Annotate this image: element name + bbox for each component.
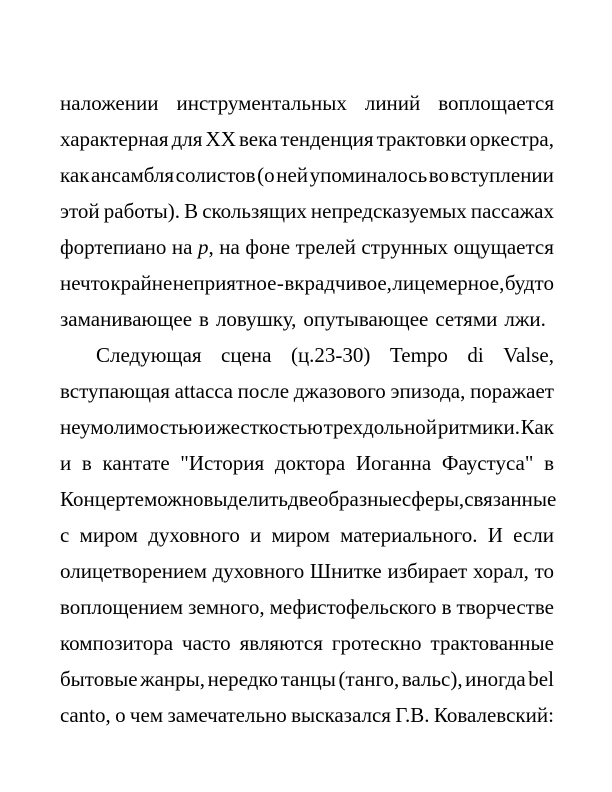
word: di xyxy=(467,343,484,367)
word: вкрадчивое, xyxy=(284,271,392,295)
word: трактованные xyxy=(430,631,554,655)
word: струнных xyxy=(361,235,448,259)
word: "История xyxy=(180,451,265,475)
word: лжи. xyxy=(504,307,546,331)
word: в xyxy=(81,451,92,475)
word: избирает xyxy=(387,559,468,583)
text-line xyxy=(60,126,554,152)
word: непредсказуемых xyxy=(310,199,467,223)
word: трактовки xyxy=(376,127,467,151)
word: кантате xyxy=(102,451,170,475)
word: образные xyxy=(317,487,402,511)
word: сетями xyxy=(435,307,498,331)
word: p, xyxy=(198,235,214,259)
word: высказался xyxy=(291,703,391,727)
word: композитора xyxy=(60,631,174,655)
word: характерная xyxy=(60,127,169,151)
word: как xyxy=(60,163,90,187)
word: Как xyxy=(520,415,554,439)
word: джазового xyxy=(293,379,386,403)
word: фоне xyxy=(245,235,291,259)
word: ней xyxy=(276,163,309,187)
word: Г.В. xyxy=(395,703,430,727)
word: выделить xyxy=(203,487,289,511)
word: наложении xyxy=(60,91,159,115)
word: фортепиано xyxy=(60,235,167,259)
word: В xyxy=(184,199,199,223)
word: мефистофельского xyxy=(269,595,437,619)
word: духовного xyxy=(212,559,305,583)
word: трехдольной xyxy=(323,415,438,439)
word: ансамбля xyxy=(91,163,175,187)
word: можно xyxy=(143,487,204,511)
word: нечто xyxy=(60,271,110,295)
text-line xyxy=(60,486,557,512)
word: тенденция xyxy=(280,127,374,151)
word: в xyxy=(199,307,209,331)
word: упоминалось xyxy=(309,163,428,187)
word: и xyxy=(250,523,262,547)
word: будто xyxy=(504,271,554,295)
word: скользящих xyxy=(202,199,307,223)
word: в xyxy=(544,451,554,475)
text-line xyxy=(60,306,554,332)
word: во xyxy=(428,163,450,187)
text-line xyxy=(60,198,554,224)
word: жанры, xyxy=(140,667,206,691)
word: на xyxy=(171,235,193,259)
word: земного, xyxy=(188,595,265,619)
word: Иоганна xyxy=(355,451,432,475)
word: солистов xyxy=(175,163,256,187)
word: для xyxy=(171,127,203,151)
word: с xyxy=(60,523,70,547)
word: сферы, xyxy=(401,487,465,511)
word: attacca xyxy=(174,379,233,403)
word: работы). xyxy=(103,199,181,223)
word: творчестве xyxy=(456,595,554,619)
word: инструментальных xyxy=(176,91,347,115)
word: связанные xyxy=(464,487,557,511)
word: (о xyxy=(257,163,275,187)
word: миром xyxy=(79,523,138,547)
word: то xyxy=(534,559,554,583)
word: воплощается xyxy=(438,91,554,115)
word: XX xyxy=(205,127,236,151)
text-line xyxy=(60,270,554,296)
text-line xyxy=(60,522,554,548)
word: Концерте xyxy=(60,487,144,511)
text-line xyxy=(60,234,554,260)
word: жесткостью xyxy=(216,415,323,439)
word: заманивающее xyxy=(60,307,193,331)
word: хорал, xyxy=(472,559,529,583)
word: этой xyxy=(60,199,100,223)
word: ощущается xyxy=(453,235,554,259)
text-line xyxy=(60,414,554,440)
word: (ц.23-30) xyxy=(290,343,371,367)
word: эпизода, xyxy=(390,379,466,403)
word: поражает xyxy=(470,379,554,403)
word: крайне xyxy=(110,271,173,295)
word: Ковалевский: xyxy=(433,703,554,727)
text-line xyxy=(60,666,554,692)
word: духовного xyxy=(148,523,240,547)
word: неприятное xyxy=(172,271,277,295)
text-line xyxy=(60,558,554,584)
text-line xyxy=(60,378,554,404)
word: две xyxy=(288,487,318,511)
word: ловушку, xyxy=(215,307,297,331)
word: олицетворением xyxy=(60,559,207,583)
word: замечательно xyxy=(167,703,287,727)
word: Шнитке xyxy=(309,559,382,583)
word: canto, xyxy=(60,703,111,727)
word: иногда xyxy=(465,667,526,691)
word: трелей xyxy=(295,235,356,259)
word: гротескно xyxy=(331,631,422,655)
word: Valse, xyxy=(503,343,554,367)
word: бытовые xyxy=(60,667,138,691)
text-line xyxy=(60,702,554,728)
word: материального. xyxy=(340,523,478,547)
word: вступающая xyxy=(60,379,170,403)
word: оркестра, xyxy=(469,127,554,151)
word: века xyxy=(238,127,278,151)
word: если xyxy=(513,523,554,547)
word: после xyxy=(237,379,290,403)
word: часто xyxy=(182,631,231,655)
word: о xyxy=(115,703,126,727)
word: И xyxy=(487,523,503,547)
word: доктора xyxy=(274,451,346,475)
text-line xyxy=(60,162,554,188)
word: bel xyxy=(528,667,554,691)
word: линий xyxy=(364,91,421,115)
word: чем xyxy=(129,703,164,727)
word: Фаустуса" xyxy=(441,451,534,475)
word: нередко xyxy=(207,667,279,691)
word: и xyxy=(204,415,216,439)
word: в xyxy=(441,595,452,619)
word: пассажах xyxy=(470,199,554,223)
word: и xyxy=(60,451,72,475)
text-line xyxy=(96,342,554,368)
word: вальс), xyxy=(401,667,463,691)
word: неумолимостью xyxy=(60,415,204,439)
word: на xyxy=(219,235,240,259)
text-line xyxy=(60,450,554,476)
word: опутывающее xyxy=(303,307,429,331)
word: лицемерное, xyxy=(392,271,505,295)
word: являются xyxy=(239,631,323,655)
word: Следующая xyxy=(96,343,202,367)
word: воплощением xyxy=(60,595,184,619)
word: Tempo xyxy=(389,343,448,367)
word: ритмики. xyxy=(437,415,520,439)
word: вступлении xyxy=(450,163,554,187)
text-line xyxy=(60,90,554,116)
word: танцы xyxy=(280,667,336,691)
word: сцена xyxy=(221,343,272,367)
text-line xyxy=(60,630,554,656)
word: миром xyxy=(271,523,330,547)
word: (танго, xyxy=(338,667,400,691)
word: - xyxy=(276,271,284,295)
text-line xyxy=(60,594,554,620)
